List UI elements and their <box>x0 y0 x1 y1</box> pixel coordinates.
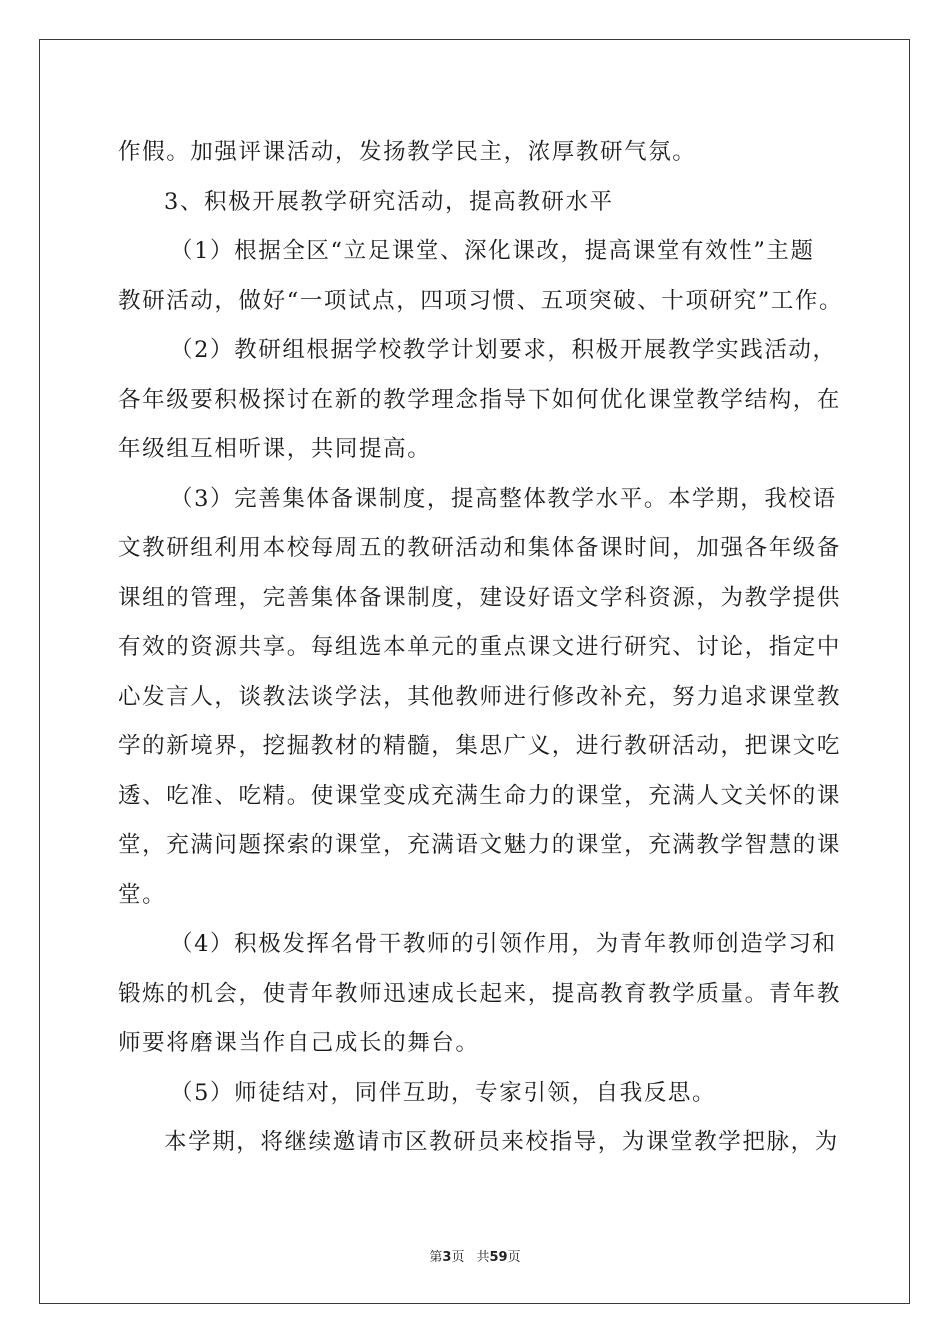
text-line: 堂。 <box>118 881 167 908</box>
text-line: 3、积极开展教学研究活动，提高教研水平 <box>164 188 614 215</box>
text-line: 心发言人，谈教法谈学法，其他教师进行修改补充，努力追求课堂教 <box>118 683 842 710</box>
page-current: 3 <box>442 1250 452 1265</box>
text-line: 师要将磨课当作自己成长的舞台。 <box>118 1030 480 1056</box>
text-line: 教研活动，做好“一项试点，四项习惯、五项突破、十项研究”工作。 <box>118 287 844 314</box>
text-line: 学的新境界，挖掘教材的精髓，集思广义，进行教研活动，把课文吃 <box>118 733 842 759</box>
page-prefix: 第 <box>429 1250 443 1265</box>
page-footer <box>0 1249 950 1267</box>
total-suffix: 页 <box>507 1250 521 1265</box>
text-line: 文教研组利用本校每周五的教研活动和集体备课时间，加强各年级备 <box>118 535 842 561</box>
text-line: （3）完善集体备课制度，提高整体教学水平。本学期，我校语 <box>170 485 837 512</box>
text-line: 年级组互相听课，共同提高。 <box>118 436 432 462</box>
text-line: 本学期，将继续邀请市区教研员来校指导，为课堂教学把脉，为 <box>164 1129 839 1155</box>
text-line: 作假。加强评课活动，发扬教学民主，浓厚教研气氛。 <box>118 139 697 165</box>
text-line: 有效的资源共享。每组选本单元的重点课文进行研究、讨论，指定中 <box>118 634 842 660</box>
text-line: 透、吃准、吃精。使课堂变成充满生命力的课堂，充满人文关怀的课 <box>118 782 842 809</box>
text-line: （2）教研组根据学校教学计划要求，积极开展教学实践活动， <box>170 337 837 363</box>
page-suffix: 页 <box>451 1250 465 1265</box>
text-line: 锻炼的机会，使青年教师迅速成长起来，提高教育教学质量。青年教 <box>118 980 842 1007</box>
text-line: （4）积极发挥名骨干教师的引领作用，为青年教师创造学习和 <box>170 931 837 957</box>
page-total: 59 <box>489 1250 508 1265</box>
text-line: （1）根据全区“立足课堂、深化课改，提高课堂有效性”主题 <box>170 238 815 264</box>
text-line: 各年级要积极探讨在新的教学理念指导下如何优化课堂教学结构，在 <box>118 386 842 413</box>
document-body <box>118 128 844 1168</box>
text-line: 课组的管理，完善集体备课制度，建设好语文学科资源，为教学提供 <box>118 584 842 611</box>
total-prefix: 共 <box>476 1250 490 1265</box>
text-line: （5）师徒结对，同伴互助，专家引领，自我反思。 <box>170 1079 717 1106</box>
text-line: 堂，充满问题探索的课堂，充满语文魅力的课堂，充满教学智慧的课 <box>118 832 842 858</box>
